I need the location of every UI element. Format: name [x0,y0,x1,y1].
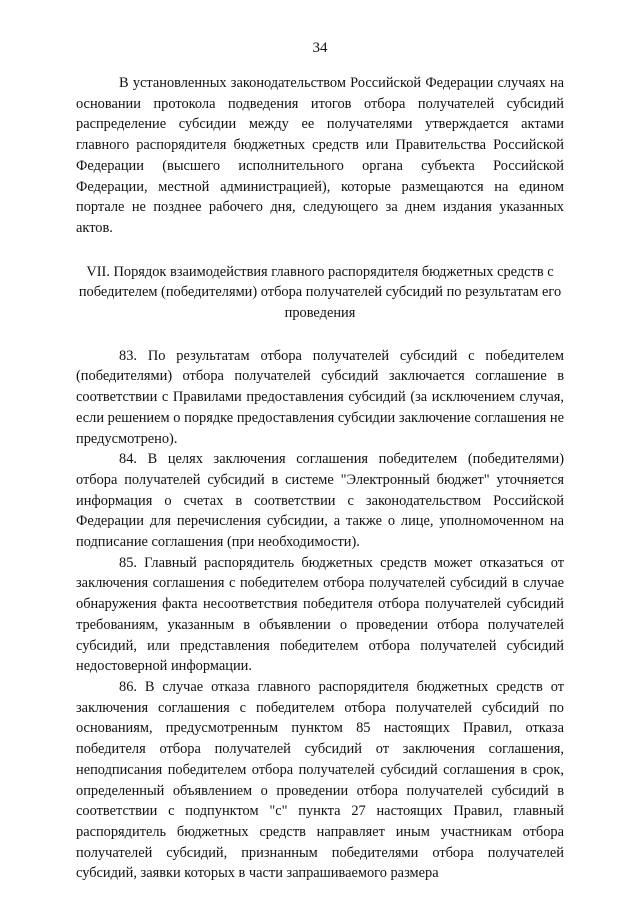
paragraph-84: 84. В целях заключения соглашения победителем (победителями) отбора получателей субсидий в системе "Электронный бюджет" уточняется информация о счетах в соответствии с законодательством Российской Федерации для перечисления субсидии, а также о лице, уполномоченном на подписание соглашения (при необходимости). [76,451,564,551]
page-number: 34 [312,40,328,56]
paragraph-86: 86. В случае отказа главного распорядителя бюджетных средств от заключения соглашения с победителем отбора получателей субсидий по основаниям, предусмотренным пунктом 85 настоящих Правил, отказа победителя отбора получателей субсидий от заключения соглашения, неподписания победителем отбора получателей субсидий соглашения в срок, определенный объявлением о проведении отбора получателей субсидий в соответствии с подпунктом "с" пункта 27 настоящих Правил, главный распорядитель бюджетных средств направляет иным участникам отбора получателей субсидий, признанным победителями отбора получателей субсидий, заявки которых в части запрашиваемого размера [76,678,564,882]
paragraph-85: 85. Главный распорядитель бюджетных средств может отказаться от заключения соглашения с победителем отбора получателей субсидий в случае обнаружения факта несоответствия победителя отбора получателей субсидий требованиям, указанным в объявлении о проведении отбора получателей субсидий, или представления победителем отбора получателей субсидий недостоверной информации. [76,554,564,675]
intro-paragraph: В установленных законодательством Российской Федерации случаях на основании протокола подведения итогов отбора получателей субсидий распределение субсидии между ее получателями утверждается актами главного распорядителя бюджетных средств или Правительства Российской Федерации (высшего исполнительного органа субъекта Российской Федерации, местной администрацией), которые размещаются на едином портале не позднее рабочего дня, следующего за днем издания указанных актов. [76,75,564,236]
paragraph-83: 83. По результатам отбора получателей субсидий с победителем (победителями) отбора получателей субсидий заключается соглашение в соответствии с Правилами предоставления субсидий (за исключением случая, если решением о порядке предоставления субсидии заключение соглашения не предусмотрено). [76,347,564,447]
section-heading: VII. Порядок взаимодействия главного распорядителя бюджетных средств с победителем (победителями) отбора получателей субсидий по результатам его проведения [78,263,562,322]
document-body [76,73,564,884]
